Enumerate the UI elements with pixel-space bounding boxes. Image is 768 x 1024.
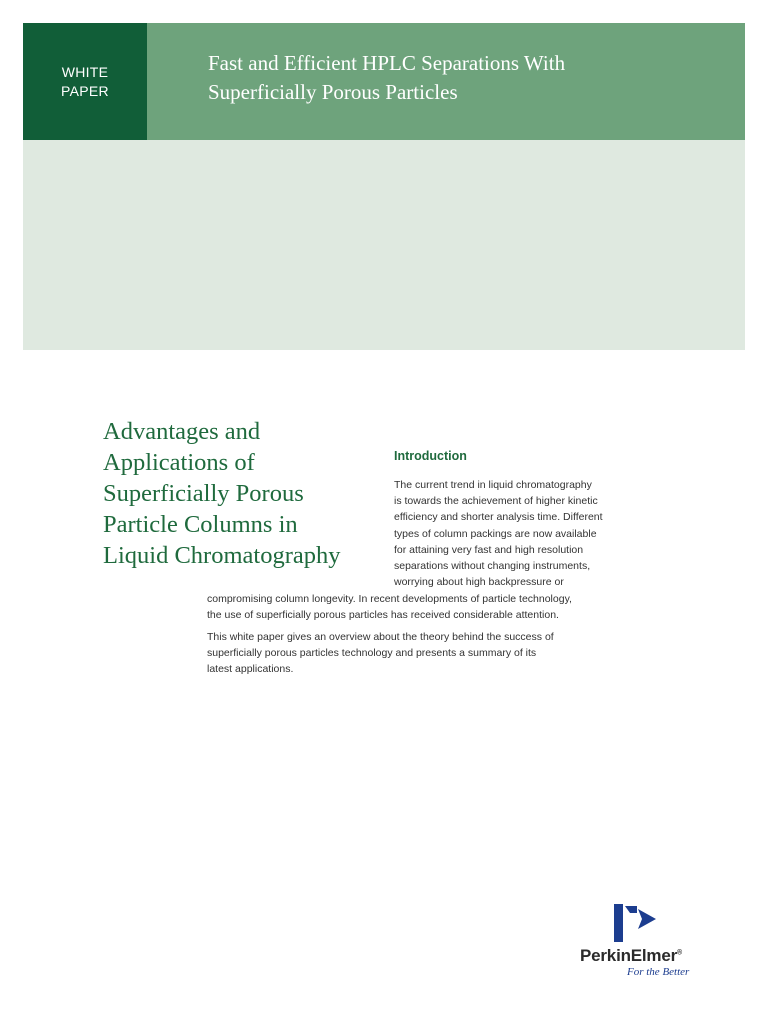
body-line: for attaining very fast and high resolution <box>394 543 584 556</box>
body-line: efficiency and shorter analysis time. Different <box>394 511 603 524</box>
overview-paragraph <box>207 629 554 678</box>
title-line: Liquid Chromatography <box>103 542 341 569</box>
intro-paragraph-continued <box>207 591 572 623</box>
body-line: The current trend in liquid chromatography <box>394 479 592 491</box>
decorative-band <box>23 140 745 350</box>
body-line: is towards the achievement of higher kinetic <box>394 495 598 508</box>
title-line: Applications of <box>103 449 255 476</box>
trademark-symbol: ® <box>677 949 682 957</box>
document-title <box>103 416 393 571</box>
body-line: This white paper gives an overview about the theory behind the success of <box>207 631 554 643</box>
header-band <box>23 23 745 140</box>
title-line: Advantages and <box>103 418 261 445</box>
body-line: types of column packings are now available <box>394 527 597 540</box>
intro-paragraph-right-column <box>394 477 603 590</box>
body-line: superficially porous particles technology and presents a summary of its <box>207 647 537 660</box>
brand-tagline: For the Better <box>627 966 690 978</box>
body-line: the use of superficially porous particles has received considerable attention. <box>207 609 559 622</box>
label-line-2: PAPER <box>61 82 109 99</box>
body-line: worrying about high backpressure or <box>394 576 564 589</box>
header-title <box>208 49 728 107</box>
title-line: Particle Columns in <box>103 511 298 538</box>
body-line: latest applications. <box>207 663 294 676</box>
brand-name <box>580 946 682 966</box>
document-type-label <box>23 23 147 140</box>
label-line-1: WHITE <box>61 63 109 80</box>
header-title-line-1: Fast and Efficient HPLC Separations With <box>208 51 566 75</box>
body-line: compromising column longevity. In recent developments of particle technology, <box>207 593 572 605</box>
perkinelmer-mark-icon <box>608 902 662 944</box>
perkinelmer-logo <box>580 900 730 985</box>
brand-text: PerkinElmer <box>580 946 678 965</box>
body-line: separations without changing instruments, <box>394 560 591 573</box>
title-line: Superficially Porous <box>103 480 304 507</box>
header-title-line-2: Superficially Porous Particles <box>208 80 458 104</box>
section-heading-introduction: Introduction <box>394 449 467 463</box>
